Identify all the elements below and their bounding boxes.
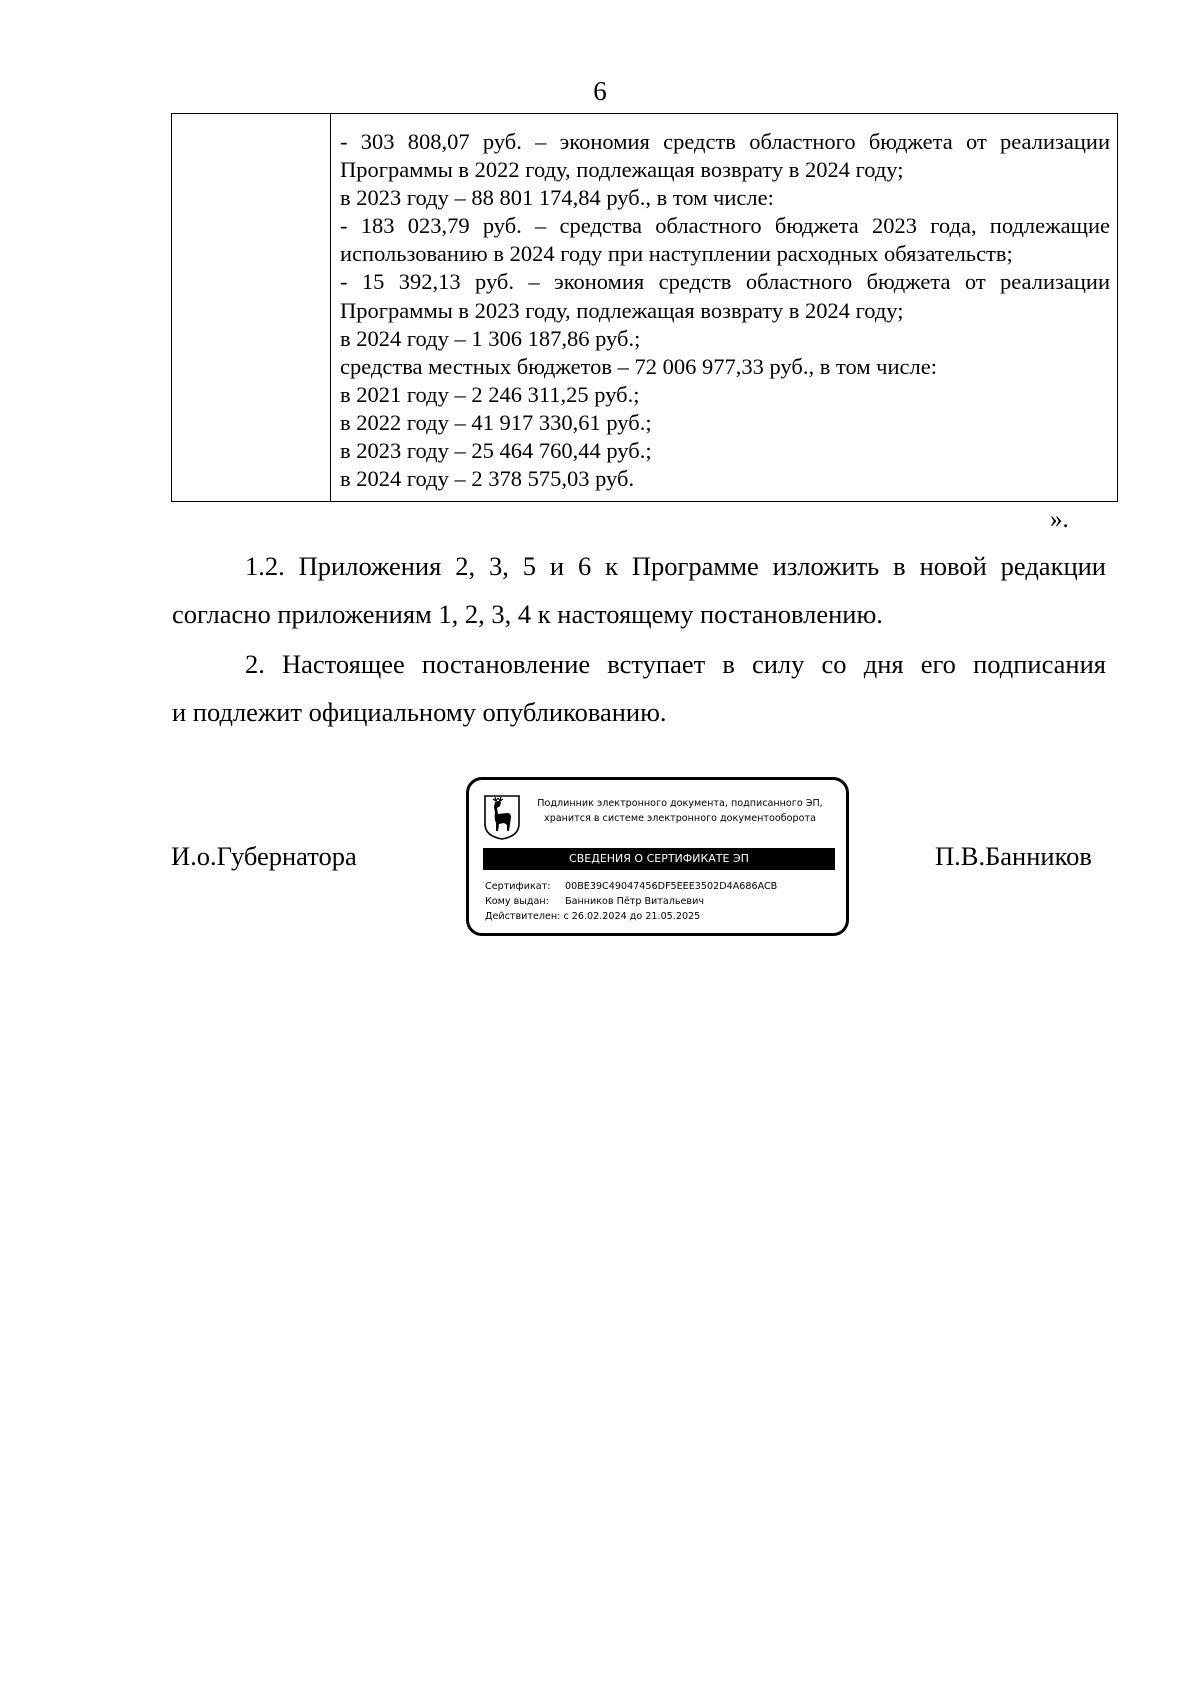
- stamp-header: [525, 796, 835, 826]
- funding-line: - 15 392,13 руб. – экономия средств областного бюджета от реализации: [340, 269, 1110, 295]
- funding-line: - 303 808,07 руб. – экономия средств областного бюджета от реализации: [340, 129, 1110, 154]
- funding-line: средства местных бюджетов – 72 006 977,33 руб., в том числе:: [340, 353, 937, 379]
- paragraph-2: [172, 640, 1106, 736]
- signer-title: И.о.Губернатора: [171, 841, 357, 871]
- funding-line: - 183 023,79 руб. – средства областного бюджета 2023 года, подлежащие: [340, 213, 1110, 239]
- closing-quote: ».: [1050, 506, 1069, 533]
- certificate-label: Сертификат:: [485, 881, 551, 892]
- paragraph-line: согласно приложениям 1, 2, 3, 4 к настоящему постановлению.: [172, 599, 883, 629]
- funding-lines: [340, 128, 1110, 493]
- paragraph-line: 2. Настоящее постановление вступает в силу со дня его подписания: [245, 649, 1106, 679]
- funding-line: в 2023 году – 88 801 174,84 руб., в том числе:: [340, 185, 774, 211]
- electronic-signature-stamp: [466, 777, 849, 936]
- table-cell-label: [172, 114, 331, 502]
- deer-emblem-icon: [483, 794, 521, 840]
- signer-name: П.В.Банников: [935, 841, 1092, 871]
- budget-table: [171, 113, 1118, 502]
- funding-line: в 2023 году – 25 464 760,44 руб.;: [340, 438, 652, 464]
- funding-line: в 2024 году – 2 378 575,03 руб.: [340, 466, 635, 492]
- table-cell-funding: [331, 114, 1118, 502]
- funding-line: Программы в 2022 году, подлежащая возврату в 2024 году;: [340, 157, 904, 183]
- funding-line: в 2021 году – 2 246 311,25 руб.;: [340, 381, 640, 407]
- owner-value: Банников Пётр Витальевич: [565, 896, 704, 907]
- stamp-validity-row: Действителен: с 26.02.2024 до 21.05.2025: [485, 911, 701, 922]
- table-row: [172, 114, 1118, 502]
- stamp-certificate-bar: СВЕДЕНИЯ О СЕРТИФИКАТЕ ЭП: [483, 848, 835, 870]
- paragraph-line: и подлежит официальному опубликованию.: [172, 697, 667, 727]
- funding-line: в 2024 году – 1 306 187,86 руб.;: [340, 325, 641, 351]
- funding-line: в 2022 году – 41 917 330,61 руб.;: [340, 409, 652, 435]
- paragraph-1-2: [172, 542, 1106, 638]
- stamp-header-line: хранится в системе электронного документооборота: [544, 813, 816, 824]
- page-number: 6: [593, 76, 607, 106]
- paragraph-line: 1.2. Приложения 2, 3, 5 и 6 к Программе изложить в новой редакции: [245, 551, 1106, 581]
- funding-line: использованию в 2024 году при наступлении расходных обязательств;: [340, 241, 1013, 267]
- funding-line: Программы в 2023 году, подлежащая возврату в 2024 году;: [340, 297, 904, 323]
- certificate-value: 00BE39C49047456DF5EEE3502D4A686ACB: [565, 881, 778, 892]
- stamp-header-line: Подлинник электронного документа, подписанного ЭП,: [537, 798, 823, 809]
- stamp-owner-row: [485, 895, 704, 908]
- stamp-certificate-row: [485, 880, 777, 893]
- owner-label: Кому выдан:: [485, 896, 549, 907]
